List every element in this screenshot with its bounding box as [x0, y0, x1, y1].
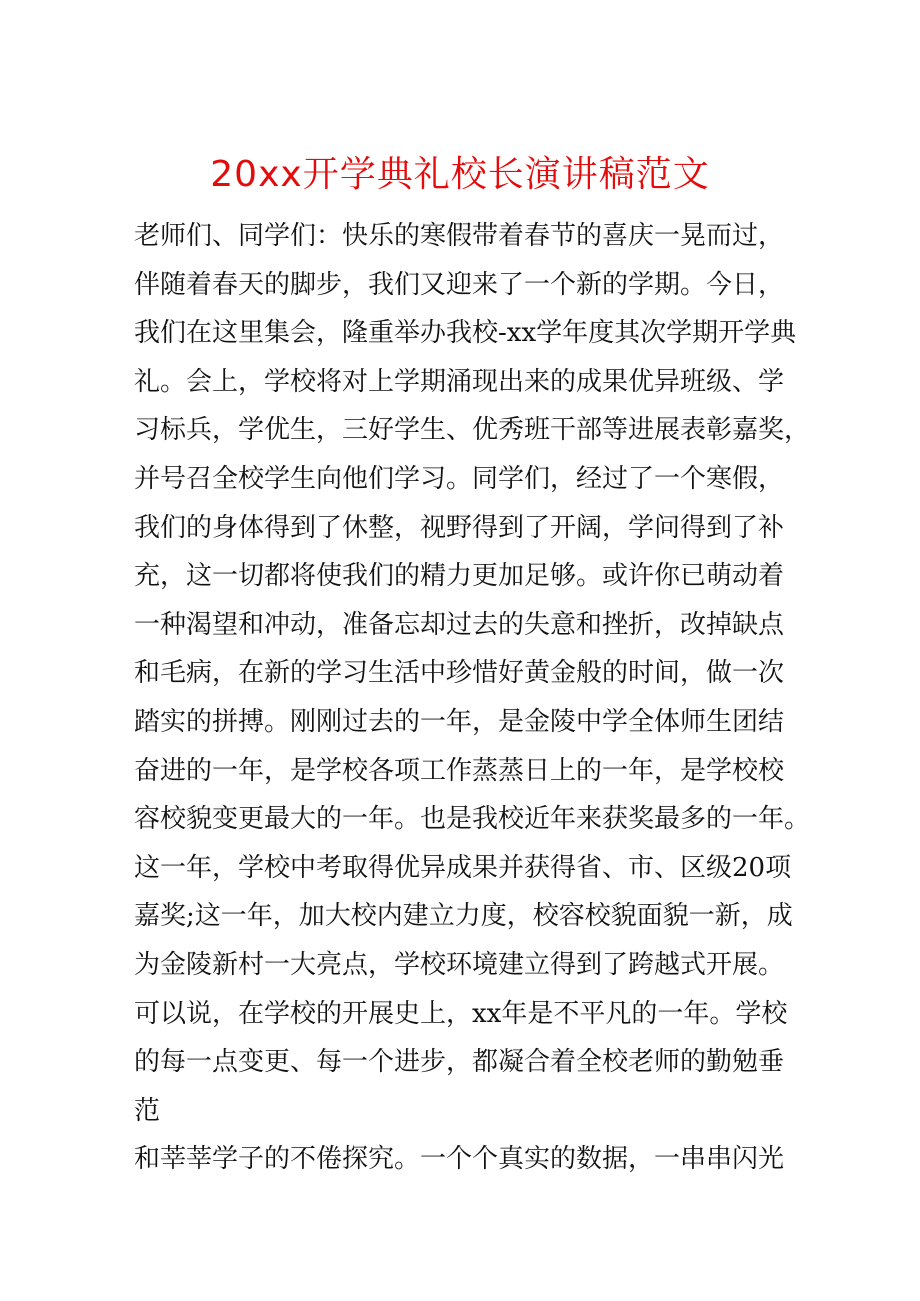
body-line: 礼。会上，学校将对上学期涌现出来的成果优异班级、学	[134, 366, 785, 397]
body-line: 一种渴望和冲动，准备忘却过去的失意和挫折，改掉缺点	[134, 609, 785, 640]
body-line: 的每一点变更、每一个进步，都凝合着全校老师的勤勉垂	[134, 1047, 785, 1078]
body-line: 可以说，在学校的开展史上，xx年是不平凡的一年。学校	[134, 998, 788, 1029]
body-line: 老师们、同学们：快乐的寒假带着春节的喜庆一晃而过，	[134, 221, 785, 251]
document-title: 20xx开学典礼校长演讲稿范文	[210, 154, 710, 195]
body-line: 我们的身体得到了休整，视野得到了开阔，学问得到了补	[134, 512, 785, 543]
body-line: 习标兵，学优生，三好学生、优秀班干部等进展表彰嘉奖，	[134, 415, 811, 446]
body-line: 我们在这里集会，隆重举办我校-xx学年度其次学期开学典	[134, 318, 797, 349]
body-line: 为金陵新村一大亮点，学校环境建立得到了跨越式开展。	[134, 949, 785, 980]
body-line: 这一年，学校中考取得优异成果并获得省、市、区级20项	[134, 852, 792, 883]
body-line: 嘉奖;这一年，加大校内建立力度，校容校貌面貌一新，成	[134, 901, 793, 932]
body-line: 范	[134, 1095, 161, 1126]
body-line: 奋进的一年，是学校各项工作蒸蒸日上的一年，是学校校	[134, 755, 785, 786]
document-body	[134, 212, 834, 1184]
body-line: 踏实的拼搏。刚刚过去的一年，是金陵中学全体师生团结	[134, 706, 785, 737]
body-line: 充，这一切都将使我们的精力更加足够。或许你已萌动着	[134, 561, 785, 592]
body-line: 伴随着春天的脚步，我们又迎来了一个新的学期。今日，	[134, 269, 785, 300]
body-line: 和毛病，在新的学习生活中珍惜好黄金般的时间，做一次	[134, 658, 785, 689]
body-line: 容校貌变更最大的一年。也是我校近年来获奖最多的一年。	[134, 804, 811, 835]
body-line: 并号召全校学生向他们学习。同学们，经过了一个寒假，	[134, 463, 785, 494]
body-line: 和莘莘学子的不倦探究。一个个真实的数据，一串串闪光	[134, 1144, 785, 1175]
